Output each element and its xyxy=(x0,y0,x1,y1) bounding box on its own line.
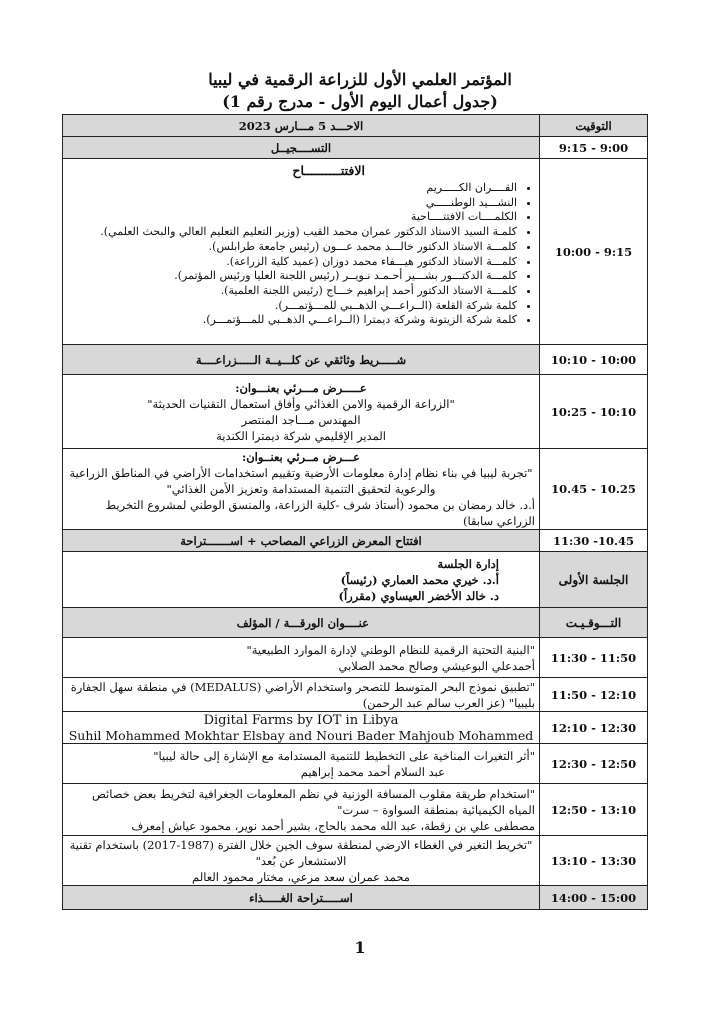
presenter-role: المدير الإقليمي شركة ديمترا الكندية xyxy=(216,428,386,443)
lunch-cell: اســـــتراحة الغـــــذاء xyxy=(63,886,540,910)
list-item: • القــــران الكـــــريم xyxy=(67,181,517,196)
page-subtitle: (جدول أعمال اليوم الأول - مدرج رقم 1) xyxy=(222,92,498,111)
table-row xyxy=(63,375,648,449)
paper-authors: أحمدعلي البوعيشي وصالح محمد الصلابي xyxy=(338,658,535,673)
list-item: • كلمـة السيد الاستاذ الدكتور عمران محمد القيب (وزير التعليم التعليم العالي والبحث العلمي). xyxy=(67,225,517,240)
time-cell: 12:50 - 13:10 xyxy=(540,784,648,836)
presenter-name: المهندس مـــاجد المنتصر xyxy=(241,412,361,427)
time-cell: 9:15 - 9:00 xyxy=(540,137,648,159)
paper-authors: مصطفى علي بن زقطة، عبد الله محمد بالحاج، بشير أحمد نوير، محمود عياش إمعرف xyxy=(131,818,535,833)
session-cell xyxy=(63,552,540,608)
paper-authors: Suhil Mohammed Mokhtar Elsbay and Nouri Bader Mahjoub Mohammed xyxy=(68,727,534,743)
table-row xyxy=(63,345,648,375)
paper-title: "استخدام طريقة مقلوب المسافة الوزنية في نظم المعلومات الجغرافية لتخريط بعض خصائص المياه الكيميائية بمنطقة السواوة – سرت" xyxy=(91,786,535,817)
presentation-2-cell xyxy=(63,449,540,530)
time-cell: 11:30 - 11:50 xyxy=(540,638,648,678)
paper-title: Digital Farms by IOT in Libya xyxy=(203,712,399,728)
table-row xyxy=(63,784,648,836)
table-row xyxy=(63,836,648,886)
table-row xyxy=(63,712,648,744)
presentation-heading: عـــــرض مـــرئي بعنـــوان: xyxy=(235,380,367,395)
time-cell: 10:00 - 9:15 xyxy=(540,159,648,345)
opening-cell xyxy=(63,159,540,345)
time-cell: 11:30 -10.45 xyxy=(540,530,648,552)
date-header: الاحـــد 5 مـــارس 2023 xyxy=(63,115,540,137)
paper-cell xyxy=(63,784,540,836)
paper-title: "أثر التغيرات المناخية على التخطيط للتنمية المستدامة مع الإشارة إلى حالة ليبيا" xyxy=(153,748,535,763)
table-row xyxy=(63,886,648,910)
page-number: 1 xyxy=(354,938,366,957)
table-row xyxy=(63,608,648,638)
time-cell: 12:10 - 12:30 xyxy=(540,712,648,744)
schedule-table xyxy=(62,114,648,910)
table-row xyxy=(63,552,648,608)
list-item: • الكلمــــات الافتتــــاحية xyxy=(67,210,517,225)
table-header-row xyxy=(63,115,648,137)
paper-cell xyxy=(63,678,540,712)
opening-title: الافتتــــــــــاح xyxy=(292,163,365,178)
paper-authors: عبد السلام أحمد محمد إبراهيم xyxy=(300,764,445,779)
documentary-cell: شـــــريط وثائقي عن كلـــيــة الـــــزراعــــة xyxy=(63,345,540,375)
opening-items-list xyxy=(67,181,535,328)
table-row xyxy=(63,159,648,345)
time-column-header: التوقيت xyxy=(540,115,648,137)
presentation-heading: عـــرض مــرئي بعنــوان: xyxy=(241,450,361,464)
paper-cell xyxy=(63,836,540,886)
papers-time-header: التـــوقـيـت xyxy=(540,608,648,638)
paper-title: "البنية التحتية الرقمية للنظام الوطني لإدارة الموارد الطبيعية" xyxy=(246,642,535,657)
session-label: الجلسة الأولى xyxy=(540,552,648,608)
time-cell: 11:50 - 12:10 xyxy=(540,678,648,712)
time-cell: 13:10 - 13:30 xyxy=(540,836,648,886)
list-item: • كلمـــة الاستاذ الدكتور أحمد إبراهيم خـــاج (رئيس اللجنة العلمية). xyxy=(67,284,517,299)
session-management: إدارة الجلسة xyxy=(437,556,499,571)
time-cell: 10.45 - 10.25 xyxy=(540,449,648,530)
paper-cell xyxy=(63,744,540,784)
paper-title: "تطبيق نموذج البحر المتوسط للتصحر واستخدام الأراضي (MEDALUS) في منطقة سهل الجفارة بليبيا" (عز العرب سالم عبد الرحمن) xyxy=(70,679,535,710)
list-item: • النشـــيد الوطنـــــي xyxy=(67,196,517,211)
table-row xyxy=(63,449,648,530)
time-cell: 10:10 - 10:00 xyxy=(540,345,648,375)
registration-cell: التســــجيــل xyxy=(63,137,540,159)
presenter-name: أ.د. خالد رمضان بن محمود (أستاذ شرف -كلية الزراعة، والمنسق الوطني لمشروع التخريط الزراعي سابقا) xyxy=(105,498,535,528)
paper-cell xyxy=(63,712,540,744)
session-chair: أ.د. خيري محمد العماري (رئيساً) xyxy=(340,572,499,587)
table-row xyxy=(63,744,648,784)
break-cell: افتتاح المعرض الزراعي المصاحب + اســـــــتراحة xyxy=(63,530,540,552)
table-row xyxy=(63,678,648,712)
session-reporter: د. خالد الأخضر العيساوي (مقرراً) xyxy=(338,588,499,603)
time-cell: 12:30 - 12:50 xyxy=(540,744,648,784)
time-cell: 10:25 - 10:10 xyxy=(540,375,648,449)
paper-authors: محمد عمران سعد مرعي، مختار محمود العالم xyxy=(192,869,410,884)
table-row xyxy=(63,137,648,159)
presentation-1-cell xyxy=(63,375,540,449)
presentation-title: "الزراعة الرقمية والامن الغذائي وأفاق استعمال التقنيات الحديثة" xyxy=(147,396,455,411)
list-item: • كلمـــة الدكتـــور بشـــير أحـمـد نـويــر (رئيس اللجنة العليا ورئيس المؤتمر). xyxy=(67,269,517,284)
list-item: • كلمـــة الاستاذ الدكتور خالـــد محمد عـــون (رئيس جامعة طرابلس). xyxy=(67,240,517,255)
list-item: • كلمة شركة القلعة (الــراعـــي الذهــبي للمـــؤتمـــر). xyxy=(67,299,517,314)
list-item: • كلمة شركة الزيتونة وشركة ديمترا (الــراعـــي الذهــبي للمـــؤتمـــر). xyxy=(67,313,517,328)
papers-title-header: عنــــوان الورقـــة / المؤلف xyxy=(63,608,540,638)
paper-title: "تخريط التغير في الغطاء الارضي لمنطقة سوف الجين خلال الفترة (1987-2017) باستخدام تقنية الاستشعار عن بُعد" xyxy=(69,837,533,868)
page-title: المؤتمر العلمي الأول للزراعة الرقمية في ليبيا xyxy=(208,70,512,89)
table-row xyxy=(63,530,648,552)
presentation-title: "تجربة ليبيا في بناء نظام إدارة معلومات الأرضية وتقييم استخدامات الأراضي في المناطق الزراعية والرعوية لتحقيق التنمية المستدامة وتعزيز الأمن الغذائي" xyxy=(69,466,533,496)
table-row xyxy=(63,638,648,678)
time-cell: 14:00 - 15:00 xyxy=(540,886,648,910)
paper-cell xyxy=(63,638,540,678)
list-item: • كلمـــة الاستاذ الدكتور هيـــفاء محمد دوزان (عميد كلية الزراعة). xyxy=(67,255,517,270)
